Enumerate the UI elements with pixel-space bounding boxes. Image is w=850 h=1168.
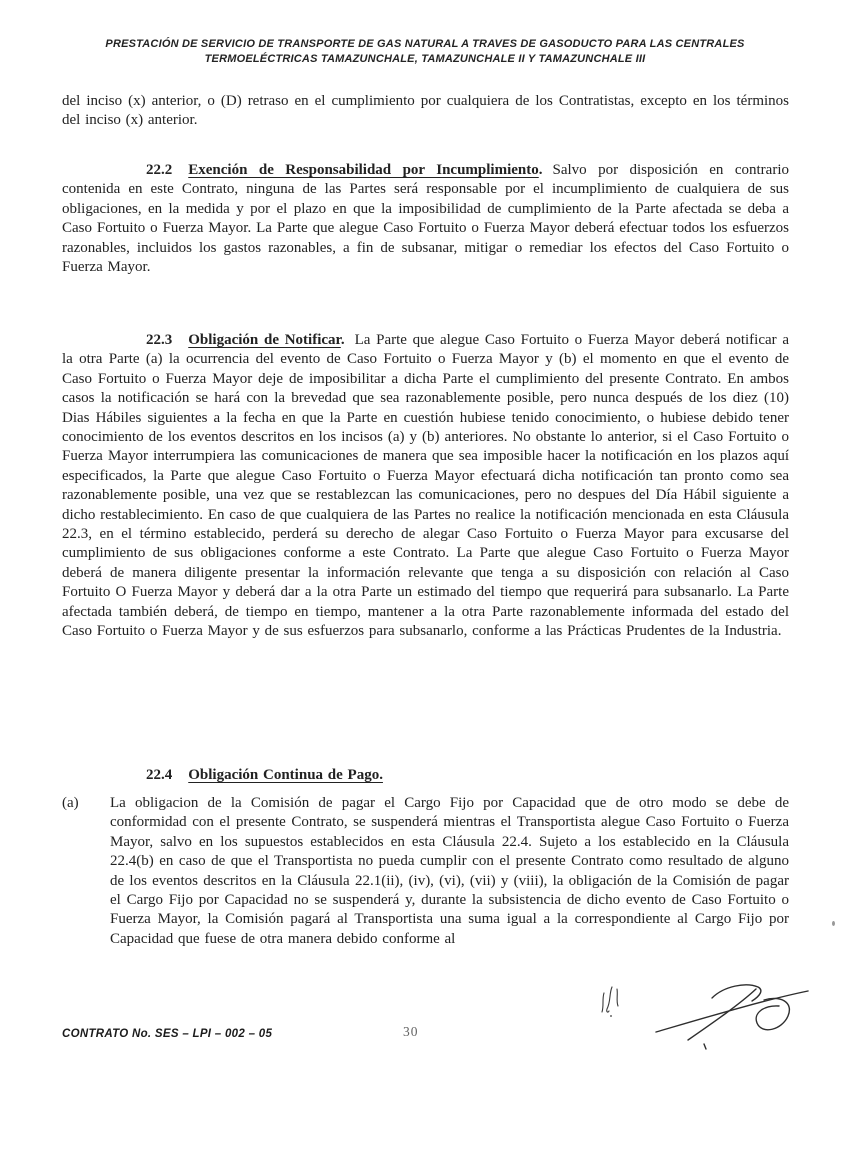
header-line-1: PRESTACIÓN DE SERVICIO DE TRANSPORTE DE GAS NATURAL A TRAVES DE GASODUCTO PARA LAS CENTRALES [105,38,745,50]
section-22-3-number: 22.3 [146,332,173,348]
section-22-2 [62,161,789,277]
section-22-3-body: La Parte que alegue Caso Fortuito o Fuerza Mayor deberá notificar a la otra Parte (a) la ocurrencia del evento de Caso Fortuito o Fuerza Mayor y (b) el momento en que el evento de Caso Fortuito o Fuerza Mayor deje de imposibilitar a dicha Parte el cumplimiento del presente Contrato. En ambos casos la notificación se hará con la brevedad que sea razonablemente posible, pero nunca después de los diez (10) Dias Hábiles siguientes a la fecha en que la Parte en cuestión hubiese tenido conocimiento, o hubiese debido tener conocimiento de los eventos descritos en los incisos (a) y (b) anteriores. No obstante lo anterior, si el Caso Fortuito o Fuerza Mayor interrumpiera las comunicaciones de manera que sea imposible hacer la notificación en los plazos aquí especificados, la Parte que alegue Caso Fortuito o Fuerza Mayor efectuará dicha notificación tan pronto como sea razonablemente posible, una vez que se restablezcan las comunicaciones, pero no despues del Día Hábil siguiente a dicho restablecimiento. En caso de que cualquiera de las Partes no realice la notificación mencionada en esta Cláusula 22.3, en el término establecido, perderá su derecho de alegar Caso Fortuito o Fuerza Mayor para excusarse del cumplimiento de sus obligaciones conforme a este Contrato. La Parte que alegue Caso Fortuito o Fuerza Mayor deberá de manera diligente presentar la información relevante que tenga a su disposición con relación al Caso Fortuito O Fuerza Mayor y deberá dar a la otra Parte un estimado del tiempo que requerirá para subsanarlo. La Parte afectada también deberá, de tiempo en tiempo, mantener a la otra Parte razonablemente informada del estado del Caso Fortuito o Fuerza Mayor y de sus esfuerzos para subsanarlo, conforme a las Prácticas Prudentes de la Industria. [62,332,790,640]
handwritten-signature-icon [652,978,812,1055]
section-22-2-separator: . [538,162,543,178]
section-22-3-title: Obligación de Notificar [188,332,341,348]
list-item-a [62,794,789,949]
section-22-3-separator: . [340,332,345,348]
list-item-a-body: La obligacion de la Comisión de pagar el Cargo Fijo por Capacidad que de otro modo se debe de conformidad con el presente Contrato, se suspenderá mientras el Transportista alegue Caso Fortuito o Fuerza Mayor, salvo en los supuestos establecidos en esta Cláusula 22.4. Sujeto a los establecido en la Cláusula 22.4(b) en caso de que el Transportista no pueda cumplir con el presente Contrato como resultado de alguno de los eventos descritos en la Cláusula 22.1(ii), (iv), (vi), (vii) y (viii), la obligación de la Comisión de pagar el Cargo Fijo por Capacidad no se suspenderá y, durante la subsistencia de dicho evento de Caso Fortuito o Fuerza Mayor, la Comisión pagará al Transportista una suma igual a la correspondiente al Cargo Fijo por Capacidad que fuese de otra manera debido conforme al [110,795,789,947]
section-22-4-number: 22.4 [146,767,173,783]
section-22-2-body: Salvo por disposición en contrario contenida en este Contrato, ninguna de las Partes será responsable por el incumplimiento de cualquiera de sus obligaciones, en la medida y por el plazo en que la imposibilidad de cumplimiento de la Parte afectada se deba a Caso Fortuito o Fuerza Mayor. La Parte que alegue Caso Fortuito o Fuerza Mayor deberá efectuar todos los esfuerzos razonables, incluidos los gastos razonables, a fin de subsanar, mitigar o remediar los efectos del Caso Fortuito o Fuerza Mayor. [62,162,789,276]
list-item-a-marker: (a) [62,795,79,811]
section-22-4-title: Obligación Continua de Pago. [188,767,383,783]
handwritten-initial-icon [600,982,632,1025]
header-line-2: TERMOELÉCTRICAS TAMAZUNCHALE, TAMAZUNCHALE II Y TAMAZUNCHALE III [204,52,646,65]
section-22-3 [62,331,789,642]
scan-artifact-dot [832,921,835,926]
section-22-2-number: 22.2 [146,162,173,178]
section-22-2-title: Exención de Responsabilidad por Incumplimiento [188,162,539,178]
page-number: 30 [403,1024,419,1039]
document-header [60,37,790,66]
section-22-4-heading [62,766,789,785]
footer-contract-number: CONTRATO No. SES – LPI – 002 – 05 [62,1028,273,1040]
paragraph-intro-continuation: del inciso (x) anterior, o (D) retraso en el cumplimiento por cualquiera de los Contratistas, excepto en los términos del inciso (x) anterior. [62,93,789,129]
